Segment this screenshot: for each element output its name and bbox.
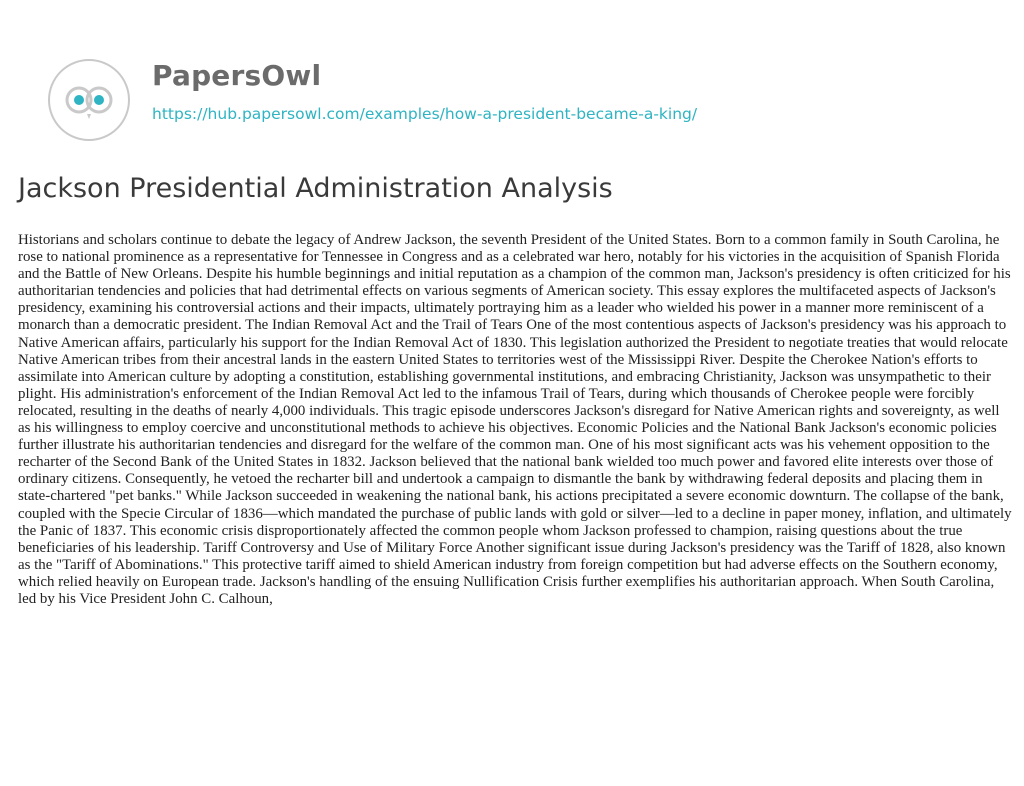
brand-name: PapersOwl — [152, 59, 322, 92]
document-title: Jackson Presidential Administration Analysis — [18, 173, 613, 204]
owl-logo-icon — [47, 58, 137, 148]
source-url-link[interactable]: https://hub.papersowl.com/examples/how-a-president-became-a-king/ — [152, 105, 698, 123]
document-body: Historians and scholars continue to debate the legacy of Andrew Jackson, the seventh President of the United States. Born to a common family in South Carolina, he rose to national prominence as a representative for Tennessee in Congress and as a celebrated war hero, notably for his victories in the acquisition of Spanish Florida and the Battle of New Orleans. Despite his humble beginnings and initial reputation as a champion of the common man, Jackson's presidency is often criticized for his authoritarian tendencies and policies that had detrimental effects on various segments of American society. This essay explores the multifaceted aspects of Jackson's presidency, examining his controversial actions and their impacts, ultimately portraying him as a leader who wielded his power in a manner more reminiscent of a monarch than a democratic president. The Indian Removal Act and the Trail of Tears One of the most contentious aspects of Jackson's presidency was his approach to Native American affairs, particularly his support for the Indian Removal Act of 1830. This legislation authorized the President to negotiate treaties that would relocate Native American tribes from their ancestral lands in the eastern United States to territories west of the Mississippi River. Despite the Cherokee Nation's efforts to assimilate into American culture by adopting a constitution, establishing governmental institutions, and embracing Christianity, Jackson was unsympathetic to their plight. His administration's enforcement of the Indian Removal Act led to the infamous Trail of Tears, during which thousands of Cherokee people were forcibly relocated, resulting in the deaths of nearly 4,000 individuals. This tragic episode underscores Jackson's disregard for Native American rights and sovereignty, as well as his willingness to employ coercive and unconstitutional methods to achieve his objectives. Economic Policies and the National Bank Jackson's economic policies further illustrate his authoritarian tendencies and disregard for the welfare of the common man. One of his most significant acts was his vehement opposition to the recharter of the Second Bank of the United States in 1832. Jackson believed that the national bank wielded too much power and favored elite interests over those of ordinary citizens. Consequently, he vetoed the recharter bill and undertook a campaign to dismantle the bank by withdrawing federal deposits and placing them in state-chartered "pet banks." While Jackson succeeded in weakening the national bank, his actions precipitated a severe economic downturn. The collapse of the bank, coupled with the Specie Circular of 1836—which mandated the purchase of public lands with gold or silver—led to a decline in paper money, inflation, and ultimately the Panic of 1837. This economic crisis disproportionately affected the common people whom Jackson professed to champion, raising questions about the true beneficiaries of his leadership. Tariff Controversy and Use of Military Force Another significant issue during Jackson's presidency was the Tariff of 1828, also known as the "Tariff of Abominations." This protective tariff aimed to shield American industry from foreign competition but had adverse effects on the Southern economy, which relied heavily on European trade. Jackson's handling of the ensuing Nullification Crisis further exemplifies his authoritarian approach. When South Carolina, led by his Vice President John C. Calhoun, — [18, 232, 1012, 607]
